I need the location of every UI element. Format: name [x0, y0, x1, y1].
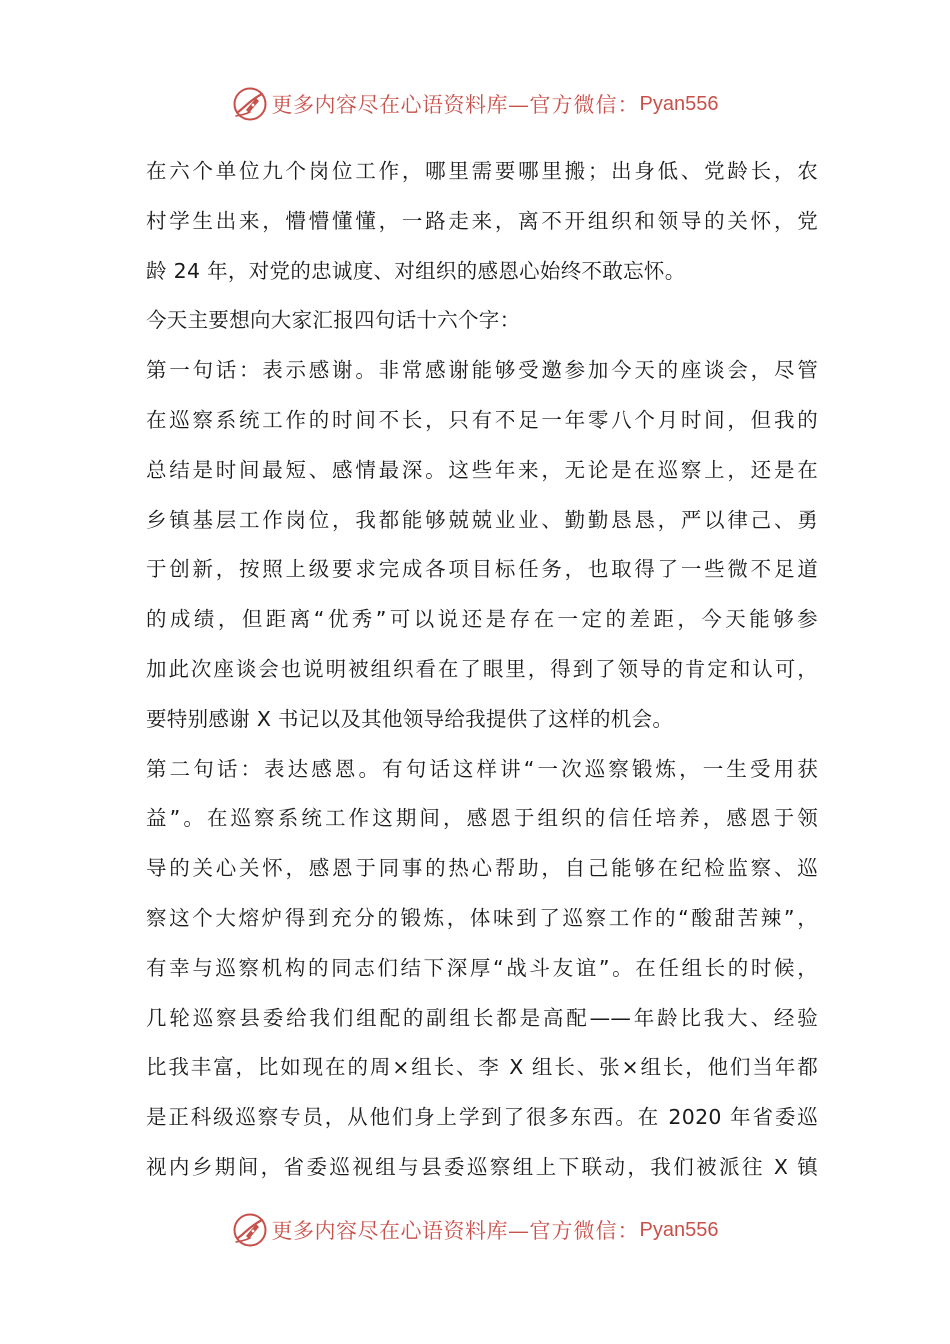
text-line: 是正科级巡察专员，从他们身上学到了很多东西。在 2020 年省委巡: [146, 1105, 818, 1130]
text-line: 今天主要想向大家汇报四句话十六个字：: [146, 308, 521, 333]
text-line: 第二句话：表达感恩。有句话这样讲“一次巡察锻炼，一生受用获: [146, 756, 818, 781]
footer-banner: [0, 1208, 950, 1252]
pen-nib-logo-icon: [232, 1212, 268, 1248]
text-line: 龄 24 年，对党的忠诚度、对组织的感恩心始终不敢忘怀。: [146, 258, 686, 283]
text-line: 总结是时间最短、感情最深。这些年来，无论是在巡察上，还是在: [146, 457, 818, 482]
text-line: 导的关心关怀，感恩于同事的热心帮助，自己能够在纪检监察、巡: [146, 856, 818, 881]
text-line: 视内乡期间，省委巡视组与县委巡察组上下联动，我们被派往 X 镇: [146, 1154, 818, 1179]
text-line: 第一句话：表示感谢。非常感谢能够受邀参加今天的座谈会，尽管: [146, 358, 818, 383]
text-line: 比我丰富，比如现在的周×组长、李 X 组长、张×组长，他们当年都: [146, 1055, 818, 1080]
footer-wechat-id: Pyan556: [639, 1218, 719, 1241]
text-line: 于创新，按照上级要求完成各项目标任务，也取得了一些微不足道: [146, 557, 818, 582]
footer-wechat-label: 官方微信：: [529, 1219, 640, 1243]
text-line: 益”。在巡察系统工作这期间，感恩于组织的信任培养，感恩于领: [146, 806, 818, 831]
text-line: 在六个单位九个岗位工作，哪里需要哪里搬；出身低、党龄长，农: [146, 159, 818, 183]
header-banner: [0, 82, 950, 126]
header-wechat-label: 官方微信：: [529, 93, 640, 117]
pen-nib-logo-icon: [232, 86, 268, 122]
text-line: 加此次座谈会也说明被组织看在了眼里，得到了领导的肯定和认可，: [146, 656, 818, 681]
body-text: [146, 149, 818, 1195]
header-wechat-id: Pyan556: [639, 92, 719, 115]
text-line: 有幸与巡察机构的同志们结下深厚“战斗友谊”。在任组长的时候，: [146, 955, 818, 980]
header-banner-text: 更多内容尽在心语资料库—: [271, 93, 530, 117]
text-line: 察这个大熔炉得到充分的锻炼，体味到了巡察工作的“酸甜苦辣”，: [146, 905, 818, 930]
text-line: 乡镇基层工作岗位，我都能够兢兢业业、勤勤恳恳，严以律己、勇: [146, 507, 818, 532]
text-line: 的成绩，但距离“优秀”可以说还是存在一定的差距，今天能够参: [146, 607, 818, 632]
text-line: 要特别感谢 X 书记以及其他领导给我提供了这样的机会。: [146, 706, 674, 731]
text-line: 几轮巡察县委给我们组配的副组长都是高配——年龄比我大、经验: [146, 1005, 818, 1030]
text-line: 在巡察系统工作的时间不长，只有不足一年零八个月时间，但我的: [146, 407, 818, 432]
footer-banner-text: 更多内容尽在心语资料库—: [271, 1219, 530, 1243]
text-line: 村学生出来，懵懵懂懂，一路走来，离不开组织和领导的关怀，党: [146, 208, 818, 233]
